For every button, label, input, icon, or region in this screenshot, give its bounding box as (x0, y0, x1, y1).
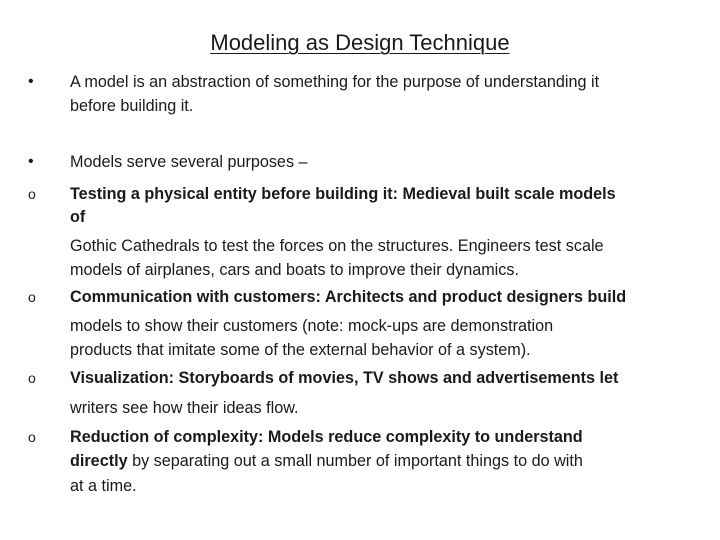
item-1-line-3: Gothic Cathedrals to test the forces on the structures. Engineers test scale (70, 237, 604, 255)
item-4-line-1 (70, 427, 583, 447)
sub-bullet-marker: o (28, 370, 36, 386)
item-3-line-1 (70, 368, 618, 388)
item-2-line-3: products that imitate some of the external behavior of a system). (70, 341, 531, 359)
purposes-intro: Models serve several purposes – (70, 153, 308, 171)
item-4-bold-text: Reduction of complexity: Models reduce complexity to understand (70, 428, 583, 446)
item-1-line-2 (70, 207, 85, 227)
item-2-line-2: models to show their customers (note: mock-ups are demonstration (70, 317, 554, 335)
item-4-line-3: at a time. (70, 477, 137, 495)
item-1-line-4: models of airplanes, cars and boats to improve their dynamics. (70, 261, 519, 279)
item-4-bold-text-2: directly (70, 452, 128, 470)
slide-title: Modeling as Design Technique (210, 30, 510, 55)
item-2-line-1 (70, 287, 626, 307)
item-4-line-2-rest: by separating out a small number of important things to do with (127, 452, 583, 470)
item-3-bold-text: Visualization: Storyboards of movies, TV shows and advertisements let (70, 369, 619, 387)
item-3-line-2: writers see how their ideas flow. (70, 399, 299, 417)
bullet-marker: • (28, 73, 34, 90)
sub-bullet-marker: o (28, 289, 36, 305)
sub-bullet-marker: o (28, 429, 36, 445)
item-1-bold-text-2: of (70, 208, 86, 226)
intro-line-2: before building it. (70, 97, 194, 115)
item-1-line-1 (70, 184, 616, 204)
sub-bullet-marker: o (28, 186, 36, 202)
item-1-bold-text: Testing a physical entity before building it: Medieval built scale models (70, 185, 616, 203)
item-2-bold-text: Communication with customers: Architects and product designers build (70, 288, 627, 306)
bullet-marker: • (28, 153, 34, 170)
item-4-line-2 (70, 451, 583, 471)
intro-line-1: A model is an abstraction of something for the purpose of understanding it (70, 73, 600, 91)
